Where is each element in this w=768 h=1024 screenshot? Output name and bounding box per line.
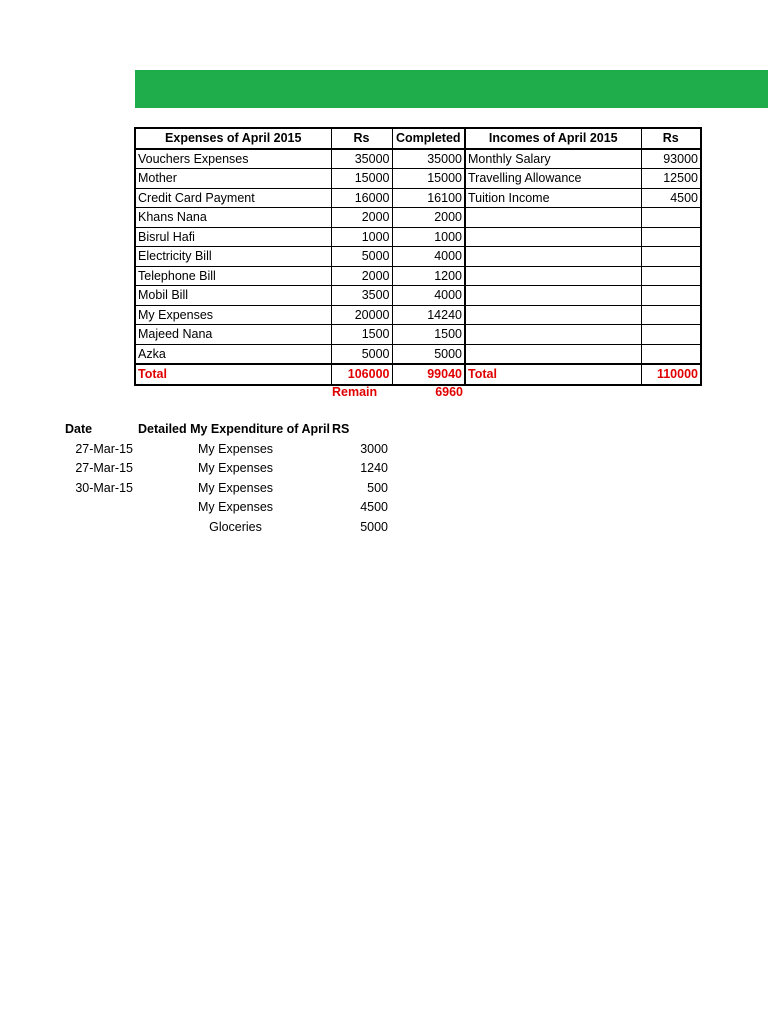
detail-description-header[interactable]: Detailed My Expenditure of April [138, 422, 330, 436]
detail-amount[interactable]: 1240 [360, 461, 388, 475]
income-rs-cell[interactable] [641, 247, 701, 267]
detail-description[interactable]: My Expenses [197, 441, 274, 456]
completed-cell[interactable]: 14240 [392, 305, 465, 325]
completed-cell[interactable]: 4000 [392, 286, 465, 306]
detail-row [60, 442, 400, 461]
budget-table [134, 127, 702, 386]
table-row [135, 266, 701, 286]
completed-cell[interactable]: 5000 [392, 344, 465, 364]
total-income-label[interactable]: Total [465, 364, 641, 385]
table-row [135, 149, 701, 169]
expense-cell[interactable]: Vouchers Expenses [135, 149, 331, 169]
income-rs-cell[interactable] [641, 208, 701, 228]
income-rs-header[interactable]: Rs [641, 128, 701, 149]
income-cell[interactable] [465, 227, 641, 247]
rs-cell[interactable]: 2000 [331, 208, 392, 228]
detail-date[interactable]: 27-Mar-15 [75, 461, 133, 475]
total-label[interactable]: Total [135, 364, 331, 385]
table-row [135, 208, 701, 228]
income-cell[interactable] [465, 305, 641, 325]
detail-description[interactable]: My Expenses [197, 480, 274, 495]
detail-date[interactable]: 27-Mar-15 [75, 441, 133, 456]
income-cell[interactable] [465, 286, 641, 306]
income-rs-cell[interactable]: 4500 [641, 188, 701, 208]
detail-description[interactable]: Gloceries [209, 519, 262, 534]
expense-cell[interactable]: Majeed Nana [135, 325, 331, 345]
completed-cell[interactable]: 4000 [392, 247, 465, 267]
detail-date-header[interactable]: Date [65, 422, 93, 436]
remain-label[interactable]: Remain [332, 385, 378, 399]
completed-cell[interactable]: 1000 [392, 227, 465, 247]
completed-cell[interactable]: 2000 [392, 208, 465, 228]
detail-amount-header[interactable]: RS [332, 422, 350, 436]
income-rs-cell[interactable] [641, 227, 701, 247]
expense-cell[interactable]: Mother [135, 169, 331, 189]
rs-cell[interactable]: 5000 [331, 344, 392, 364]
rs-cell[interactable]: 16000 [331, 188, 392, 208]
detail-row [60, 481, 400, 500]
detail-description[interactable]: My Expenses [197, 500, 274, 514]
income-rs-cell[interactable] [641, 266, 701, 286]
rs-cell[interactable]: 1500 [331, 325, 392, 345]
income-rs-cell[interactable] [641, 286, 701, 306]
completed-cell[interactable]: 16100 [392, 188, 465, 208]
table-row [135, 286, 701, 306]
table-row [135, 325, 701, 345]
income-rs-cell[interactable]: 12500 [641, 169, 701, 189]
expense-cell[interactable]: My Expenses [135, 305, 331, 325]
total-income-rs[interactable]: 110000 [641, 364, 701, 385]
rs-cell[interactable]: 2000 [331, 266, 392, 286]
detail-date[interactable]: 30-Mar-15 [75, 480, 133, 495]
income-rs-cell[interactable] [641, 305, 701, 325]
table-row [135, 305, 701, 325]
expense-cell[interactable]: Khans Nana [135, 208, 331, 228]
table-row [135, 227, 701, 247]
income-cell[interactable] [465, 208, 641, 228]
income-rs-cell[interactable] [641, 344, 701, 364]
income-cell[interactable] [465, 344, 641, 364]
detail-amount[interactable]: 500 [367, 480, 388, 495]
completed-cell[interactable]: 1500 [392, 325, 465, 345]
table-header-row [135, 128, 701, 149]
completed-cell[interactable]: 1200 [392, 266, 465, 286]
rs-cell[interactable]: 3500 [331, 286, 392, 306]
rs-cell[interactable]: 20000 [331, 305, 392, 325]
income-cell[interactable] [465, 266, 641, 286]
completed-header[interactable]: Completed [392, 128, 465, 149]
income-rs-cell[interactable] [641, 325, 701, 345]
expense-cell[interactable]: Azka [135, 344, 331, 364]
income-cell[interactable]: Monthly Salary [465, 149, 641, 169]
income-cell[interactable] [465, 247, 641, 267]
expense-cell[interactable]: Bisrul Hafi [135, 227, 331, 247]
expense-cell[interactable]: Electricity Bill [135, 247, 331, 267]
completed-cell[interactable]: 35000 [392, 149, 465, 169]
table-row [135, 344, 701, 364]
header-banner [135, 70, 768, 108]
expense-cell[interactable]: Telephone Bill [135, 266, 331, 286]
table-row [135, 169, 701, 189]
income-rs-cell[interactable]: 93000 [641, 149, 701, 169]
detail-row [60, 461, 400, 480]
remain-value[interactable]: 6960 [435, 385, 463, 399]
expense-cell[interactable]: Mobil Bill [135, 286, 331, 306]
detail-header-row [60, 422, 400, 441]
rs-header[interactable]: Rs [331, 128, 392, 149]
income-cell[interactable]: Travelling Allowance [465, 169, 641, 189]
detail-amount[interactable]: 3000 [360, 441, 388, 456]
detail-row [60, 500, 400, 519]
expense-cell[interactable]: Credit Card Payment [135, 188, 331, 208]
total-rs[interactable]: 106000 [331, 364, 392, 385]
completed-cell[interactable]: 15000 [392, 169, 465, 189]
total-completed[interactable]: 99040 [392, 364, 465, 385]
expenses-header[interactable]: Expenses of April 2015 [135, 128, 331, 149]
income-cell[interactable]: Tuition Income [465, 188, 641, 208]
rs-cell[interactable]: 15000 [331, 169, 392, 189]
rs-cell[interactable]: 5000 [331, 247, 392, 267]
detail-amount[interactable]: 5000 [360, 519, 388, 534]
detail-row [60, 520, 400, 539]
incomes-header[interactable]: Incomes of April 2015 [465, 128, 641, 149]
income-cell[interactable] [465, 325, 641, 345]
table-row [135, 247, 701, 267]
rs-cell[interactable]: 1000 [331, 227, 392, 247]
detail-amount[interactable]: 4500 [360, 500, 388, 514]
table-row [135, 188, 701, 208]
detail-description[interactable]: My Expenses [197, 461, 274, 475]
total-row [135, 364, 701, 385]
rs-cell[interactable]: 35000 [331, 149, 392, 169]
